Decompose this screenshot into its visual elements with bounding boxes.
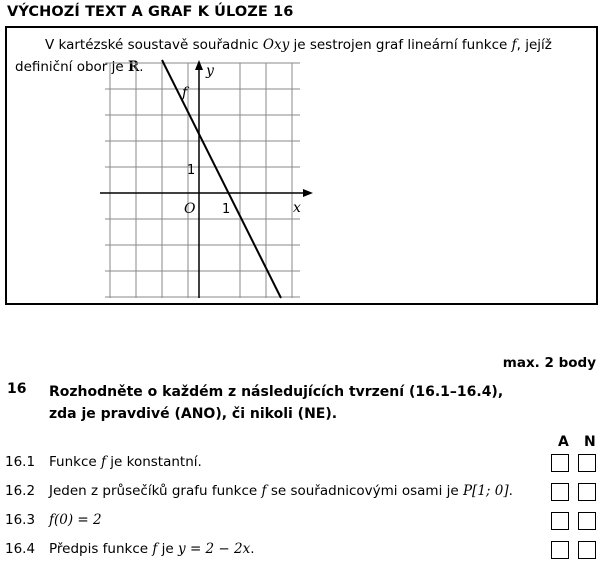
y-label: y (206, 63, 214, 79)
text-part: . (250, 541, 255, 557)
answer-no-checkbox[interactable] (578, 454, 596, 472)
x-axis-arrow (303, 189, 313, 197)
statement-number: 16.1 (5, 454, 36, 470)
statement-text (49, 512, 102, 528)
statement-text (49, 454, 202, 470)
function-graph (95, 58, 325, 303)
max-points: max. 2 body (502, 355, 596, 371)
statement-row (0, 539, 605, 563)
math-part: f (152, 541, 158, 557)
text-part: Jeden z průsečíků grafu funkce (49, 483, 262, 499)
origin-label: O (184, 201, 196, 217)
function-line (162, 60, 281, 298)
math-part: P[1; 0] (462, 483, 509, 499)
text-part: Předpis funkce (49, 541, 153, 557)
statement-row (0, 510, 605, 534)
text-part: . (508, 483, 513, 499)
source-text-box (5, 26, 598, 305)
answer-yes-checkbox[interactable] (551, 541, 569, 559)
intro-f: f (511, 37, 517, 53)
answer-header-no: N (584, 434, 596, 450)
y-axis-arrow (195, 60, 203, 70)
answer-header-yes: A (558, 434, 569, 450)
statement-text (49, 483, 513, 499)
statement-row (0, 481, 605, 505)
question-text: Rozhodněte o každém z následujících tvrzení (16.1–16.4), zda je pravdivé (ANO), či nikoli (NE). (49, 384, 504, 422)
statement-text (49, 541, 255, 557)
intro-part: je sestrojen graf lineární funkce (289, 37, 512, 53)
text-part: Funkce (49, 454, 101, 470)
statement-row (0, 452, 605, 476)
answer-yes-checkbox[interactable] (551, 483, 569, 501)
intro-part: V kartézské soustavě souřadnic (45, 37, 263, 53)
answer-no-checkbox[interactable] (578, 512, 596, 530)
intro-oxy: Oxy (262, 37, 290, 53)
text-part: je konstantní. (105, 454, 202, 470)
x-tick-label: 1 (222, 202, 231, 217)
section-heading: VÝCHOZÍ TEXT A GRAF K ÚLOZE 16 (7, 4, 294, 20)
math-part: f (261, 483, 267, 499)
text-part: se souřadnicovými osami je (266, 483, 463, 499)
statement-number: 16.2 (5, 483, 36, 499)
answer-no-checkbox[interactable] (578, 483, 596, 501)
grid (105, 63, 300, 298)
question-number: 16 (7, 381, 27, 397)
intro-part: , jejíž definiční obor je (15, 37, 552, 75)
math-part: f(0) = 2 (49, 512, 102, 528)
math-part: f (100, 454, 106, 470)
y-tick-label: 1 (187, 163, 196, 178)
statement-number: 16.4 (5, 541, 36, 557)
text-part: je (157, 541, 179, 557)
answer-no-checkbox[interactable] (578, 541, 596, 559)
answer-yes-checkbox[interactable] (551, 454, 569, 472)
answer-yes-checkbox[interactable] (551, 512, 569, 530)
math-part: y = 2 − 2x (178, 541, 251, 557)
statement-number: 16.3 (5, 512, 36, 528)
intro-part: . (139, 59, 144, 75)
intro-r: R (127, 59, 140, 75)
x-label: x (293, 200, 301, 216)
f-label: f (182, 85, 188, 101)
